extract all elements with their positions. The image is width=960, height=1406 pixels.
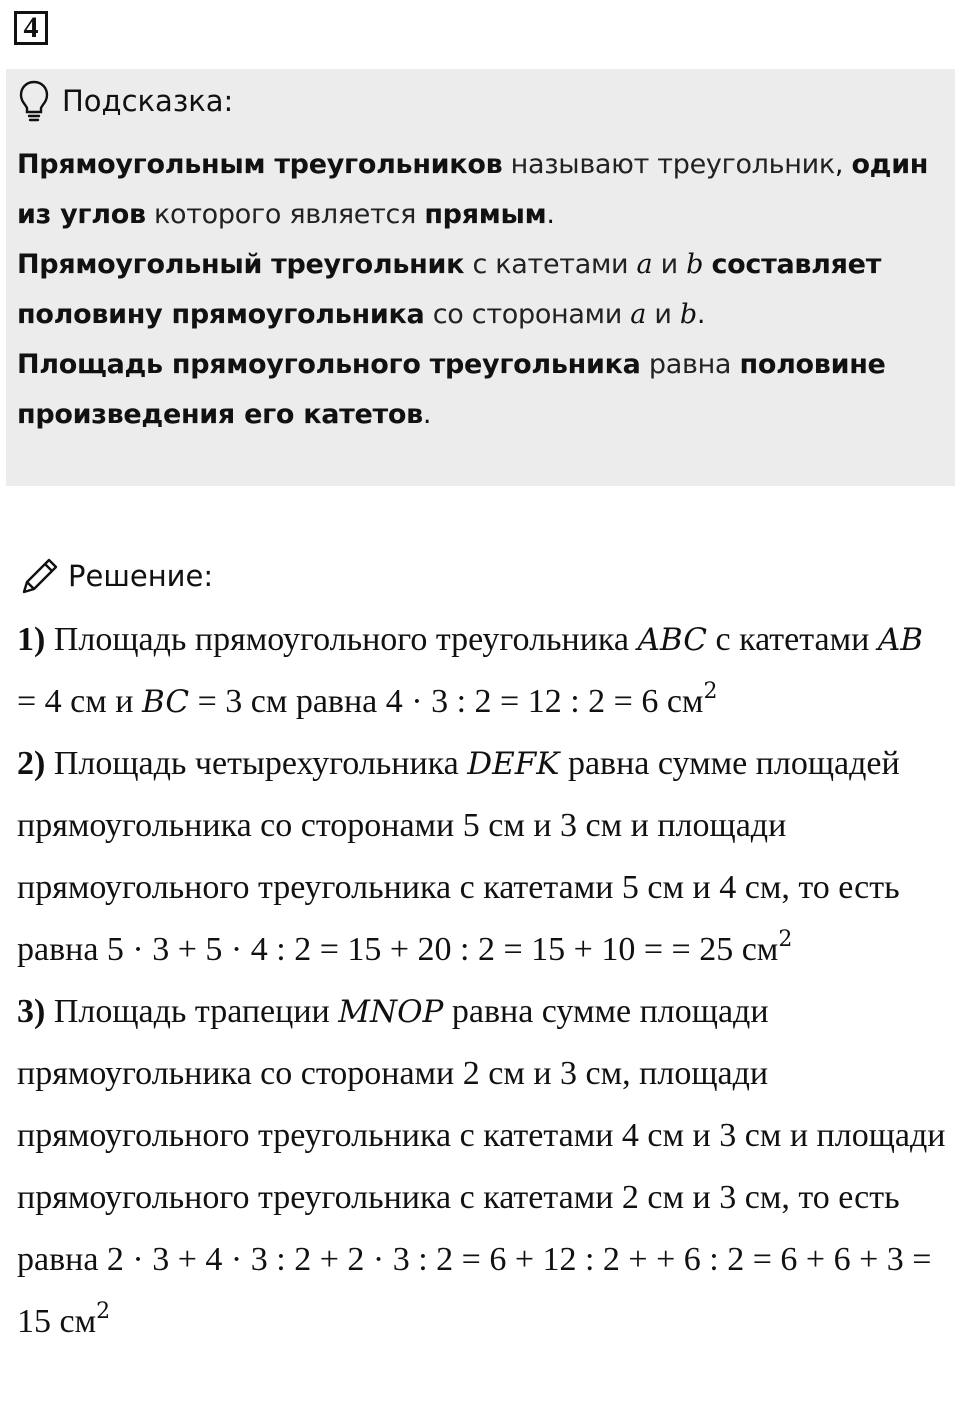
hint-text	[17, 140, 947, 440]
superscript: 2	[96, 1299, 111, 1324]
item-label: 3)	[17, 993, 46, 1030]
hint-term: прямым	[424, 199, 547, 230]
solution-header	[18, 553, 213, 599]
math-variable: BC	[141, 684, 190, 720]
math-variable: MNOP	[338, 994, 444, 1030]
math-variable: b	[686, 249, 704, 280]
solution-item-1	[17, 609, 947, 733]
hint-text-span: называют треугольник	[502, 149, 835, 180]
solution-item-3	[17, 981, 947, 1353]
superscript: 2	[703, 679, 718, 704]
hint-text-span: которого является	[145, 199, 425, 230]
hint-text-span: .	[422, 399, 432, 430]
solution-text-span: Площадь трапеции	[45, 993, 339, 1030]
solution-text-span: с катетами	[707, 621, 878, 658]
hint-title: Подсказка:	[62, 84, 234, 118]
solution-text	[17, 609, 947, 1353]
solution-title: Решение:	[68, 559, 214, 593]
hint-term: Площадь прямоугольного треугольника	[17, 349, 641, 380]
math-variable: AB	[877, 622, 924, 658]
hint-text-span: с катетами	[464, 249, 637, 280]
solution-text-span: равна сумме площадей прямоугольника со сторонами 5 см и 3 см и площади прямоугольного треугольника с катетами 5 см и 4 см, то есть равна 5 · 3 + 5 · 4 : 2 = 15 + 20 : 2 = 15 + 10 = = 25 см	[17, 745, 900, 968]
pencil-icon	[18, 554, 62, 598]
solution-text-span: = 3 см равна 4 · 3 : 2 = 12 : 2 = 6 см	[189, 683, 704, 720]
hint-paragraph-1	[17, 140, 947, 240]
hint-text-span: .	[546, 199, 555, 230]
hint-text-span: .	[696, 299, 706, 330]
math-variable: a	[636, 249, 653, 280]
item-label: 2)	[17, 745, 46, 782]
item-label: 1)	[17, 621, 46, 658]
hint-text-span: и	[646, 299, 680, 330]
math-variable: DEFK	[467, 746, 560, 782]
hint-term: составляет половину прямоугольника	[17, 249, 882, 330]
task-number: 4	[14, 11, 48, 45]
superscript: 2	[778, 927, 793, 952]
solution-text-span: равна сумме площади прямоугольника со сторонами 2 см и 3 см, площади прямоугольного треугольника с катетами 4 см и 3 см и площади прямоугольного треугольника с катетами 2 см и 3 см, то есть равна 2 · 3 + 4 · 3 : 2 + 2 · 3 : 2 = 6 + 12 : 2 + + 6 : 2 = 6 + 6 + 3 = 15 см	[17, 993, 946, 1340]
math-variable: b	[679, 299, 697, 330]
hint-paragraph-2	[17, 240, 947, 340]
hint-term: Прямоугольный треугольник	[17, 249, 465, 280]
hint-paragraph-3	[17, 340, 947, 440]
hint-text-span: и	[652, 249, 687, 280]
hint-text-span: со сторонами	[424, 299, 631, 330]
hint-header	[18, 79, 233, 123]
solution-item-2	[17, 733, 947, 981]
hint-term: Прямоугольным треугольников	[17, 149, 503, 180]
math-variable: a	[630, 299, 647, 330]
hint-text-span: ,	[834, 149, 852, 180]
hint-text-span: равна	[640, 349, 740, 380]
hint-term: один из углов	[17, 149, 929, 230]
math-variable: ABC	[637, 622, 707, 658]
solution-text-span: = 4 см и	[17, 683, 142, 720]
solution-text-span: Площадь прямоугольного треугольника	[45, 621, 638, 658]
solution-text-span: Площадь четырехугольника	[45, 745, 468, 782]
lightbulb-icon	[18, 79, 50, 123]
hint-term: половине произведения его катетов	[17, 349, 886, 430]
